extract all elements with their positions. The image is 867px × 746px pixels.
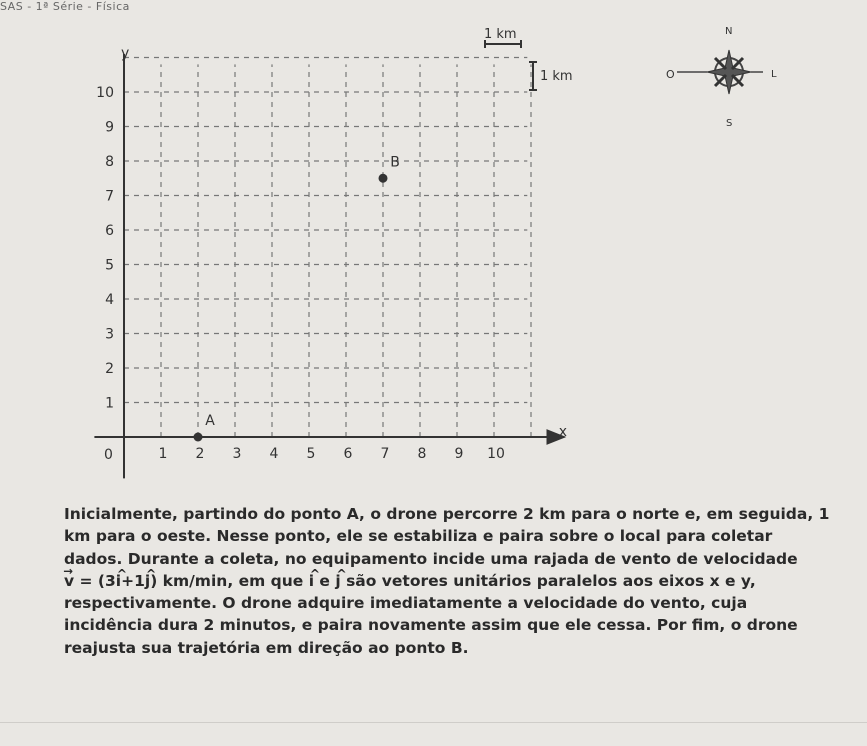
vertical-scale-label: 1 km bbox=[540, 69, 573, 84]
text-line-4 bbox=[64, 570, 856, 592]
compass-north: N bbox=[725, 26, 733, 37]
equation-unit: ) km/min bbox=[150, 571, 228, 590]
compass-east: L bbox=[771, 69, 777, 80]
x-tick-label: 9 bbox=[454, 446, 464, 462]
x-tick-label: 6 bbox=[343, 446, 353, 462]
tick-labels bbox=[96, 85, 505, 462]
y-tick-label: 2 bbox=[105, 361, 114, 377]
compass-west: O bbox=[666, 68, 675, 81]
y-tick-label: 8 bbox=[105, 154, 114, 170]
unit-vector-j: j ^ bbox=[145, 570, 150, 592]
x-tick-label: 7 bbox=[380, 446, 390, 462]
x-tick-label: 8 bbox=[417, 446, 427, 462]
x-axis-label: x bbox=[558, 424, 568, 440]
origin-label: 0 bbox=[104, 447, 113, 463]
vertical-scale bbox=[529, 62, 573, 90]
problem-text bbox=[64, 503, 856, 659]
equation-equals: = (3 bbox=[74, 571, 116, 590]
horizontal-scale-label: 1 km bbox=[484, 27, 517, 42]
y-tick-label: 9 bbox=[105, 119, 114, 136]
y-axis-label: y bbox=[121, 45, 130, 62]
point-label: A bbox=[205, 413, 215, 429]
text-line-1: Inicialmente, partindo do ponto A, o drone percorre 2 km para o norte e, em seguida, 1 bbox=[64, 505, 830, 523]
text-line-5: respectivamente. O drone adquire imediatamente a velocidade do vento, cuja bbox=[64, 594, 748, 613]
points bbox=[194, 154, 400, 441]
text-e: e bbox=[314, 571, 336, 590]
text-line-4-rest: são vetores unitários paralelos aos eixos x e y, bbox=[340, 571, 756, 590]
x-tick-label: 1 bbox=[158, 446, 168, 462]
compass-south: S bbox=[726, 118, 733, 129]
y-tick-label: 3 bbox=[105, 326, 114, 343]
compass-rose bbox=[666, 26, 777, 129]
x-tick-label: 3 bbox=[232, 446, 242, 462]
equation-plus: +1 bbox=[121, 571, 145, 590]
horizontal-scale bbox=[484, 27, 521, 48]
x-tick-label: 5 bbox=[306, 446, 316, 462]
unit-vector-i: i ^ bbox=[116, 570, 121, 592]
point-label: B bbox=[390, 154, 400, 171]
page-header: SAS - 1ª Série - Física bbox=[0, 0, 130, 13]
x-tick-label: 4 bbox=[269, 446, 279, 462]
y-tick-label: 10 bbox=[96, 85, 114, 101]
text-em-que: , em que bbox=[227, 571, 309, 590]
wind-vector-symbol: v → bbox=[64, 570, 74, 592]
y-tick-label: 1 bbox=[105, 395, 114, 412]
y-tick-label: 7 bbox=[105, 188, 114, 205]
bottom-rule bbox=[0, 722, 867, 723]
text-line-7: reajusta sua trajetória em direção ao ponto B. bbox=[64, 638, 469, 657]
unit-vector-i-ref: i ^ bbox=[309, 570, 314, 592]
point-b bbox=[379, 154, 400, 183]
x-tick-label: 10 bbox=[487, 446, 505, 462]
grid-lines bbox=[124, 58, 531, 438]
point-marker bbox=[379, 174, 388, 183]
y-tick-label: 5 bbox=[105, 257, 114, 274]
text-line-2: km para o oeste. Nesse ponto, ele se estabiliza e paira sobre o local para coletar bbox=[64, 527, 773, 546]
y-tick-label: 4 bbox=[105, 292, 114, 308]
unit-vector-j-ref: j ^ bbox=[335, 570, 340, 592]
y-tick-label: 6 bbox=[105, 223, 114, 239]
point-marker bbox=[194, 433, 203, 442]
text-line-6: incidência dura 2 minutos, e paira novamente assim que ele cessa. Por fim, o drone bbox=[64, 616, 798, 635]
compass-icon bbox=[677, 50, 763, 94]
text-line-3: dados. Durante a coleta, no equipamento incide uma rajada de vento de velocidade bbox=[64, 549, 798, 568]
x-tick-label: 2 bbox=[195, 446, 205, 462]
